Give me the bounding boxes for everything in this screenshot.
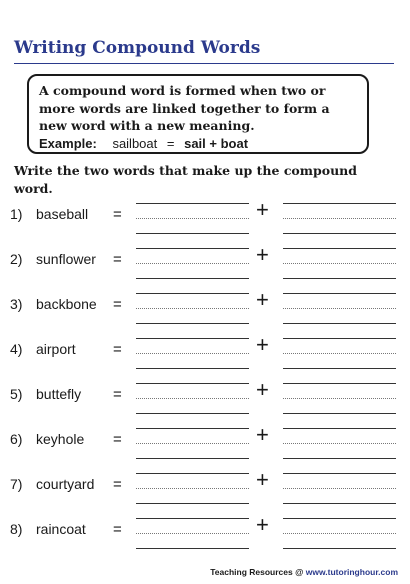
- second-word-blank-line[interactable]: [283, 518, 396, 519]
- second-word-blank-line[interactable]: [283, 428, 396, 429]
- equals-sign: =: [113, 206, 122, 223]
- first-word-blank-line[interactable]: [136, 353, 249, 354]
- exercise-row: [0, 242, 410, 286]
- first-word-blank-line[interactable]: [136, 428, 249, 429]
- example-answer: sail + boat: [184, 135, 249, 151]
- compound-word: backbone: [36, 296, 97, 312]
- second-word-blank-line[interactable]: [283, 218, 396, 219]
- second-word-blank-line[interactable]: [283, 368, 396, 369]
- second-word-blank-line[interactable]: [283, 203, 396, 204]
- footer-credit: [210, 567, 398, 577]
- item-number: 3): [10, 296, 23, 312]
- exercise-row: [0, 422, 410, 466]
- exercise-row: [0, 512, 410, 556]
- exercise-row: [0, 377, 410, 421]
- first-word-blank-line[interactable]: [136, 368, 249, 369]
- first-word-blank-line[interactable]: [136, 518, 249, 519]
- first-word-blank-line[interactable]: [136, 413, 249, 414]
- compound-word: courtyard: [36, 476, 95, 492]
- plus-sign: +: [256, 332, 269, 357]
- exercise-row: [0, 197, 410, 241]
- first-word-blank-line[interactable]: [136, 533, 249, 534]
- compound-word: sunflower: [36, 251, 96, 267]
- example-word: sailboat: [112, 135, 158, 151]
- second-word-blank-line[interactable]: [283, 293, 396, 294]
- equals-sign: =: [113, 521, 122, 538]
- item-number: 8): [10, 521, 23, 537]
- example-label: Example:: [39, 135, 97, 151]
- instruction-text: Write the two words that make up the compound word.: [14, 163, 357, 196]
- first-word-blank-line[interactable]: [136, 458, 249, 459]
- second-word-blank-line[interactable]: [283, 353, 396, 354]
- first-word-blank-line[interactable]: [136, 263, 249, 264]
- second-word-blank-line[interactable]: [283, 383, 396, 384]
- exercise-row: [0, 332, 410, 376]
- footer-prefix: Teaching Resources @: [210, 567, 304, 577]
- first-word-blank-line[interactable]: [136, 278, 249, 279]
- first-word-blank-line[interactable]: [136, 338, 249, 339]
- compound-word: keyhole: [36, 431, 85, 447]
- first-word-blank-line[interactable]: [136, 488, 249, 489]
- first-word-blank-line[interactable]: [136, 308, 249, 309]
- footer-site: www.tutoringhour.com: [305, 567, 398, 577]
- plus-sign: +: [256, 467, 269, 492]
- first-word-blank-line[interactable]: [136, 473, 249, 474]
- example-row: [39, 136, 357, 151]
- first-word-blank-line[interactable]: [136, 548, 249, 549]
- second-word-blank-line[interactable]: [283, 548, 396, 549]
- second-word-blank-line[interactable]: [283, 398, 396, 399]
- equals-sign: =: [113, 296, 122, 313]
- compound-word: buttefly: [36, 386, 82, 402]
- item-number: 1): [10, 206, 23, 222]
- first-word-blank-line[interactable]: [136, 398, 249, 399]
- equals-sign: =: [113, 431, 122, 448]
- equals-sign: =: [113, 341, 122, 358]
- second-word-blank-line[interactable]: [283, 323, 396, 324]
- compound-word: raincoat: [36, 521, 86, 537]
- second-word-blank-line[interactable]: [283, 473, 396, 474]
- equals-sign: =: [113, 251, 122, 268]
- item-number: 7): [10, 476, 23, 492]
- second-word-blank-line[interactable]: [283, 233, 396, 234]
- first-word-blank-line[interactable]: [136, 233, 249, 234]
- definition-box: [27, 74, 369, 154]
- plus-sign: +: [256, 512, 269, 537]
- item-number: 5): [10, 386, 23, 402]
- second-word-blank-line[interactable]: [283, 338, 396, 339]
- first-word-blank-line[interactable]: [136, 218, 249, 219]
- title-underline: [14, 63, 394, 64]
- second-word-blank-line[interactable]: [283, 263, 396, 264]
- first-word-blank-line[interactable]: [136, 203, 249, 204]
- first-word-blank-line[interactable]: [136, 323, 249, 324]
- item-number: 4): [10, 341, 23, 357]
- item-number: 2): [10, 251, 23, 267]
- second-word-blank-line[interactable]: [283, 278, 396, 279]
- second-word-blank-line[interactable]: [283, 443, 396, 444]
- worksheet-title: Writing Compound Words: [14, 38, 261, 58]
- first-word-blank-line[interactable]: [136, 503, 249, 504]
- first-word-blank-line[interactable]: [136, 443, 249, 444]
- item-number: 6): [10, 431, 23, 447]
- example-equals: =: [166, 135, 175, 151]
- second-word-blank-line[interactable]: [283, 248, 396, 249]
- first-word-blank-line[interactable]: [136, 293, 249, 294]
- compound-word: baseball: [36, 206, 89, 222]
- second-word-blank-line[interactable]: [283, 458, 396, 459]
- equals-sign: =: [113, 476, 122, 493]
- second-word-blank-line[interactable]: [283, 503, 396, 504]
- exercise-row: [0, 467, 410, 511]
- second-word-blank-line[interactable]: [283, 413, 396, 414]
- plus-sign: +: [256, 422, 269, 447]
- plus-sign: +: [256, 287, 269, 312]
- first-word-blank-line[interactable]: [136, 248, 249, 249]
- equals-sign: =: [113, 386, 122, 403]
- compound-word: airport: [36, 341, 76, 357]
- definition-text: A compound word is formed when two or more words are linked together to form a new word with a new meaning.: [39, 83, 330, 133]
- plus-sign: +: [256, 377, 269, 402]
- second-word-blank-line[interactable]: [283, 488, 396, 489]
- plus-sign: +: [256, 242, 269, 267]
- second-word-blank-line[interactable]: [283, 533, 396, 534]
- plus-sign: +: [256, 197, 269, 222]
- exercise-row: [0, 287, 410, 331]
- second-word-blank-line[interactable]: [283, 308, 396, 309]
- first-word-blank-line[interactable]: [136, 383, 249, 384]
